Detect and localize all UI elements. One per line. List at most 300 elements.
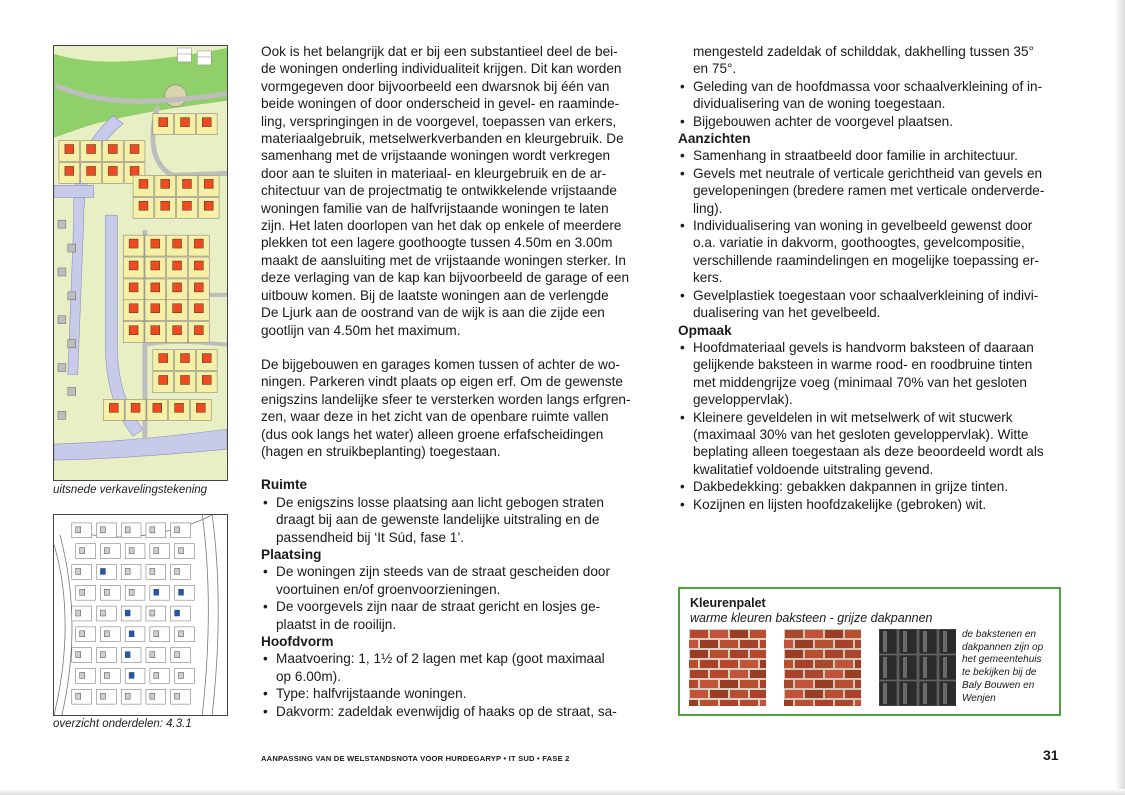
list-item-line: mengesteld zadeldak of schilddak, dakhelling tussen 35° <box>693 44 1034 59</box>
overview-plot <box>121 648 141 663</box>
paragraph-line: deze verlaging van de kap kan bijvoorbeeld de garage of een <box>261 270 630 286</box>
list-item <box>261 703 643 720</box>
brick <box>785 650 803 658</box>
palette-subtitle: warme kleuren baksteen - grijze dakpannen <box>690 611 933 625</box>
overview-plot <box>175 585 195 600</box>
brick <box>760 660 766 668</box>
house <box>194 261 203 270</box>
brick <box>689 640 698 648</box>
house <box>129 304 138 313</box>
brick <box>710 630 728 638</box>
list-item-line: plaatst in de rooilijn. <box>276 616 397 632</box>
list-item-line: Geleding van de hoofdmassa voor schaalverkleining of in- <box>693 78 1043 94</box>
overview-plot <box>171 565 191 580</box>
roof-tile <box>899 655 917 680</box>
list-item-line: De voorgevels zijn naar de straat gericht en losjes ge- <box>276 599 601 615</box>
overview-house <box>150 568 155 574</box>
overview-plot <box>97 648 117 663</box>
brick <box>845 650 861 658</box>
list-plaatsing <box>261 563 643 633</box>
brick <box>700 700 718 706</box>
overview-plot <box>121 523 141 538</box>
overview-house <box>76 693 81 699</box>
overview-plot <box>125 668 145 683</box>
heading-plaatsing: Plaatsing <box>261 546 322 562</box>
highlighted-house <box>179 589 184 595</box>
brick <box>784 640 793 648</box>
house <box>130 166 139 175</box>
roof-tile <box>939 655 956 680</box>
house <box>87 145 96 154</box>
list-item <box>678 287 1060 322</box>
paragraph-line: De bijgebouwen en garages komen tussen of achter de wo- <box>261 356 620 372</box>
paragraph-line: materiaalgebruik, metselwerkverbanden en kleurgebruik. De <box>261 131 624 147</box>
list-item <box>678 147 1060 164</box>
brick <box>795 660 813 668</box>
highlighted-house <box>129 631 134 637</box>
overview-plot <box>97 606 117 621</box>
overview-house <box>154 631 159 637</box>
brick <box>750 630 766 638</box>
list-item <box>678 165 1060 217</box>
existing-house <box>58 220 66 228</box>
brick <box>815 680 833 688</box>
brick <box>740 700 758 706</box>
tile-highlight <box>923 631 927 652</box>
overview-plot <box>175 668 195 683</box>
house <box>129 326 138 335</box>
tile-highlight <box>903 631 907 652</box>
brick <box>805 630 823 638</box>
palette-note-line: de bakstenen en <box>962 629 1036 640</box>
brick <box>689 660 698 668</box>
house <box>153 403 162 412</box>
roof-tile <box>939 681 956 706</box>
house <box>151 304 160 313</box>
house <box>173 283 182 292</box>
paragraph-line: zen, waar deze in het zicht van de openbare ruimte vallen <box>261 409 609 425</box>
overview-plot <box>171 689 191 704</box>
house <box>194 326 203 335</box>
list-item-line: verschillende raamindelingen en mogelijke toepassing er- <box>693 252 1040 268</box>
roof-tile <box>899 681 917 706</box>
palette-note-line: Baly Bouwen en <box>962 679 1035 691</box>
brick <box>805 690 823 698</box>
paragraph-line: ningen. Parkeren vindt plaats op eigen erf. Om de gewenste <box>261 374 623 390</box>
palette-note <box>962 629 1057 705</box>
text-column-right <box>678 43 1060 513</box>
house <box>196 403 205 412</box>
brick <box>710 650 728 658</box>
brick <box>795 680 813 688</box>
brick <box>795 640 813 648</box>
overview-plot <box>175 544 195 559</box>
overview-house <box>150 693 155 699</box>
brick <box>720 700 738 706</box>
heading-ruimte: Ruimte <box>261 477 308 493</box>
house <box>139 201 148 210</box>
overview-plot <box>72 689 92 704</box>
list-item-line: met middengrijze voeg (minimaal 70% van het gesloten <box>693 374 1027 390</box>
house <box>151 239 160 248</box>
list-item <box>678 113 1060 130</box>
overview-plot <box>121 689 141 704</box>
house <box>151 283 160 292</box>
overview-plot <box>175 627 195 642</box>
roof-tile <box>919 629 937 654</box>
list-item <box>678 78 1060 113</box>
overview-house <box>80 631 85 637</box>
page-bottom-shadow <box>0 789 1125 795</box>
tile-highlight <box>943 683 947 704</box>
overview-plot <box>76 585 96 600</box>
overview-plot <box>72 565 92 580</box>
overview-house <box>175 527 180 533</box>
overview-house <box>76 610 81 616</box>
list-item-line: ling). <box>693 200 723 216</box>
paragraph-line: (hagen en struikbeplanting) toegestaan. <box>261 443 501 459</box>
house <box>87 166 96 175</box>
brick <box>720 640 738 648</box>
list-item <box>261 650 643 685</box>
house <box>173 239 182 248</box>
overview-plot <box>100 544 120 559</box>
list-hoofdvorm-continued <box>678 43 1060 130</box>
overview-house <box>125 693 130 699</box>
house <box>159 375 168 384</box>
list-item <box>678 478 1060 495</box>
house <box>175 403 184 412</box>
page-footer: AANPASSING VAN DE WELSTANDSNOTA VOOR HURDEGARYP • IT SUD • FASE 2 <box>261 754 570 763</box>
overview-house <box>179 672 184 678</box>
house <box>161 179 170 188</box>
brick <box>815 640 833 648</box>
house <box>204 179 213 188</box>
house <box>129 261 138 270</box>
list-item-line: draagt bij aan de gewenste landelijke uitstraling en de <box>276 512 600 528</box>
house <box>194 304 203 313</box>
brick <box>785 630 803 638</box>
highlighted-house <box>154 589 159 595</box>
overview-plot <box>146 689 166 704</box>
tile-highlight <box>903 657 907 678</box>
brick <box>825 630 843 638</box>
overview-house <box>80 672 85 678</box>
roof-tile <box>939 629 956 654</box>
roof-tile <box>879 629 897 654</box>
palette-note-line: dakpannen zijn op <box>962 641 1044 653</box>
house <box>159 354 168 363</box>
intro-paragraph <box>261 43 643 339</box>
tile-highlight <box>943 657 947 678</box>
list-item <box>261 598 643 633</box>
brick <box>740 660 758 668</box>
overview-house <box>100 652 105 658</box>
outbuildings-paragraph <box>261 356 643 460</box>
house <box>194 239 203 248</box>
house <box>181 375 190 384</box>
roof-tile <box>899 629 917 654</box>
brick <box>730 650 748 658</box>
list-item-line: dividualisering van de woning toegestaan. <box>693 96 946 112</box>
brick <box>760 640 766 648</box>
overview-plot <box>171 523 191 538</box>
overview-house <box>104 548 109 554</box>
house <box>130 145 139 154</box>
house <box>173 261 182 270</box>
tile-highlight <box>883 657 887 678</box>
paragraph-line: De Ljurk aan de oostrand van de wijk is aan die zijde een <box>261 305 605 321</box>
house <box>202 118 211 127</box>
brick <box>805 650 823 658</box>
list-item-line: (maximaal 30% van het gesloten geveloppervlak). Witte <box>693 426 1029 442</box>
brick <box>720 660 738 668</box>
house <box>108 145 117 154</box>
overview-house <box>175 652 180 658</box>
swatch-brown-brick <box>784 629 861 706</box>
brick <box>700 660 718 668</box>
brick <box>805 670 823 678</box>
paragraph-line: chitectuur van de projectmatig te ontwikkelende vrijstaande <box>261 183 617 199</box>
brick <box>784 660 793 668</box>
brick <box>825 670 843 678</box>
paragraph-line: zijn. Het laten doorlopen van het dak op enkele of meerdere <box>261 218 622 234</box>
overview-plot <box>121 606 141 621</box>
brick <box>690 690 708 698</box>
list-item-line: De woningen zijn steeds van de straat gescheiden door <box>276 564 611 580</box>
grey-rooftile-image <box>879 629 956 706</box>
brick <box>784 700 793 706</box>
roof-tile <box>879 681 897 706</box>
overview-map <box>53 514 228 716</box>
list-item-line: gelijkende baksteen in warme rood- en roodbruine tinten <box>693 357 1033 373</box>
brick <box>784 680 793 688</box>
existing-house <box>58 411 66 419</box>
brick <box>689 680 698 688</box>
overview-plot <box>76 668 96 683</box>
text-column-left <box>261 43 643 720</box>
overview-house <box>80 589 85 595</box>
overview-house <box>76 568 81 574</box>
brick <box>689 700 698 706</box>
list-item-line: o.a. variatie in dakvorm, goothoogtes, gevelcompositie, <box>693 235 1025 251</box>
paragraph-line: (dus ook langs het water) alleen groene erfafscheidingen <box>261 426 604 442</box>
list-item-line: kwalitatief voldoende uitstraling gevend. <box>693 461 934 477</box>
paragraph-line: ling, verspringingen in de voorgevel, toepassen van erkers, <box>261 113 617 129</box>
brick <box>815 660 833 668</box>
list-ruimte <box>261 494 643 546</box>
overview-plot <box>100 627 120 642</box>
brick <box>710 690 728 698</box>
paragraph-line: woningen familie van de halfvrijstaande woningen te laten <box>261 200 609 216</box>
list-item <box>678 43 1060 78</box>
brick <box>690 630 708 638</box>
palette-note-line: te bekijken bij de <box>962 667 1037 679</box>
brick <box>835 660 853 668</box>
overview-plot <box>150 627 170 642</box>
list-item-line: Type: halfvrijstaande woningen. <box>276 686 467 702</box>
brick <box>855 660 861 668</box>
tile-highlight <box>903 683 907 704</box>
list-item-line: Kleinere geveldelen in wit metselwerk of wit stucwerk <box>693 409 1013 425</box>
paragraph-line: enigszins landelijke sfeer te versterken worden langs erfgren- <box>261 391 631 407</box>
brick <box>740 680 758 688</box>
existing-house <box>68 387 76 395</box>
house <box>183 201 192 210</box>
palette-title: Kleurenpalet <box>690 596 766 610</box>
swatch-red-brick <box>689 629 766 706</box>
list-item <box>678 339 1060 409</box>
list-item-line: Bijgebouwen achter de voorgevel plaatsen. <box>693 113 953 129</box>
overview-plot <box>100 668 120 683</box>
paragraph-line: vormgegeven door bijvoorbeeld een dwarsnok bij één van <box>261 78 610 94</box>
palette-note-line: het gemeentehuis <box>962 654 1042 666</box>
brick <box>845 670 861 678</box>
highlighted-house <box>175 610 180 616</box>
overview-plot <box>121 565 141 580</box>
house <box>183 179 192 188</box>
highlighted-house <box>125 652 130 658</box>
brick <box>740 640 758 648</box>
tile-highlight <box>883 683 887 704</box>
house <box>151 261 160 270</box>
brick <box>825 690 843 698</box>
house <box>108 166 117 175</box>
color-palette-box <box>678 587 1061 716</box>
overview-house <box>76 527 81 533</box>
overview-house <box>175 568 180 574</box>
list-item-line: Kozijnen en lijsten hoofdzakelijke (gebroken) wit. <box>693 496 987 512</box>
existing-house <box>68 340 76 348</box>
brown-brick-image <box>784 629 861 706</box>
brick <box>700 640 718 648</box>
brick <box>835 680 853 688</box>
roof-tile <box>919 681 937 706</box>
brick <box>785 670 803 678</box>
house <box>204 201 213 210</box>
heading-hoofdvorm: Hoofdvorm <box>261 634 334 649</box>
overview-house <box>175 693 180 699</box>
paragraph-line: samenhang met de vrijstaande woningen wordt verkregen <box>261 148 611 164</box>
roof-tile <box>919 655 937 680</box>
overview-house <box>129 589 134 595</box>
overview-house <box>100 527 105 533</box>
tile-highlight <box>943 631 947 652</box>
overview-house <box>154 548 159 554</box>
list-item <box>261 563 643 598</box>
brick <box>760 680 766 688</box>
paragraph-line: Ook is het belangrijk dat er bij een substantieel deel de bei- <box>261 44 618 59</box>
list-item-line: Hoofdmateriaal gevels is handvorm baksteen of daaraan <box>693 339 1034 355</box>
overview-plot <box>97 523 117 538</box>
highlighted-house <box>129 672 134 678</box>
heading-aanzichten: Aanzichten <box>678 131 751 147</box>
plan-map <box>53 45 228 481</box>
brick <box>750 670 766 678</box>
house <box>202 354 211 363</box>
brick <box>750 650 766 658</box>
house <box>173 326 182 335</box>
highlighted-house <box>100 568 105 574</box>
heading-opmaak: Opmaak <box>678 322 732 338</box>
existing-house <box>197 57 211 65</box>
overview-house <box>179 631 184 637</box>
list-item-line: geveloppervlak). <box>693 392 793 408</box>
list-item-line: dualisering van het gevelbeeld. <box>693 305 881 321</box>
brick <box>835 640 853 648</box>
existing-house <box>178 54 192 62</box>
list-item-line: kers. <box>693 270 723 286</box>
brick <box>825 650 843 658</box>
plan-map-caption: uitsnede verkavelingstekening <box>53 484 208 496</box>
paragraph-line: gootlijn van 4.50m het maximum. <box>261 322 461 338</box>
house <box>181 118 190 127</box>
overview-house <box>100 693 105 699</box>
list-hoofdvorm <box>261 650 643 720</box>
roof-tile <box>879 655 897 680</box>
paragraph-line: door aan te sluiten in materiaal- en kleurgebruik en de ar- <box>261 165 607 181</box>
list-item-line: Maatvoering: 1, 1½ of 2 lagen met kap (goot maximaal <box>276 651 605 667</box>
house <box>151 326 160 335</box>
list-item <box>678 409 1060 479</box>
brick <box>855 700 861 706</box>
house <box>173 304 182 313</box>
overview-plot <box>72 606 92 621</box>
list-item-line: beplating alleen toegestaan als deze beoordeeld wordt als <box>693 444 1044 460</box>
list-item <box>261 494 643 546</box>
brick <box>835 700 853 706</box>
list-item-line: De enigszins losse plaatsing aan licht gebogen straten <box>276 494 604 510</box>
brick <box>730 690 748 698</box>
overview-plot <box>171 606 191 621</box>
brick <box>845 630 861 638</box>
brick <box>730 670 748 678</box>
overview-house <box>150 610 155 616</box>
brick <box>760 700 766 706</box>
overview-plot <box>72 523 92 538</box>
overview-map-drawing <box>54 515 227 715</box>
overview-house <box>179 548 184 554</box>
existing-house <box>68 244 76 252</box>
overview-plot <box>125 544 145 559</box>
house <box>161 201 170 210</box>
paragraph-line: beide woningen of door onderscheid in gevel- en raaminde- <box>261 96 620 112</box>
red-brick-image <box>689 629 766 706</box>
paragraph-line: maakt de aansluiting met de vrijstaande woningen sterker. In <box>261 252 626 268</box>
paragraph-line: uitbouw komen. Bij de laatste woningen aan de verlengde <box>261 287 609 303</box>
overview-plot <box>76 544 96 559</box>
overview-house <box>100 610 105 616</box>
overview-plot <box>125 627 145 642</box>
list-item-line: Gevelplastiek toegestaan voor schaalverkleining of indivi- <box>693 287 1039 303</box>
tile-highlight <box>923 683 927 704</box>
overview-plot <box>97 565 117 580</box>
overview-plot <box>125 585 145 600</box>
brick <box>690 650 708 658</box>
existing-house <box>68 292 76 300</box>
overview-house <box>104 589 109 595</box>
list-item-line: Samenhang in straatbeeld door familie in architectuur. <box>693 148 1018 164</box>
tile-highlight <box>923 657 927 678</box>
brick <box>815 700 833 706</box>
page-number: 31 <box>1043 747 1059 763</box>
overview-map-caption: overzicht onderdelen: 4.3.1 <box>53 718 192 730</box>
overview-plot <box>146 606 166 621</box>
list-item <box>261 685 643 702</box>
overview-house <box>125 527 130 533</box>
overview-house <box>154 672 159 678</box>
house <box>129 283 138 292</box>
